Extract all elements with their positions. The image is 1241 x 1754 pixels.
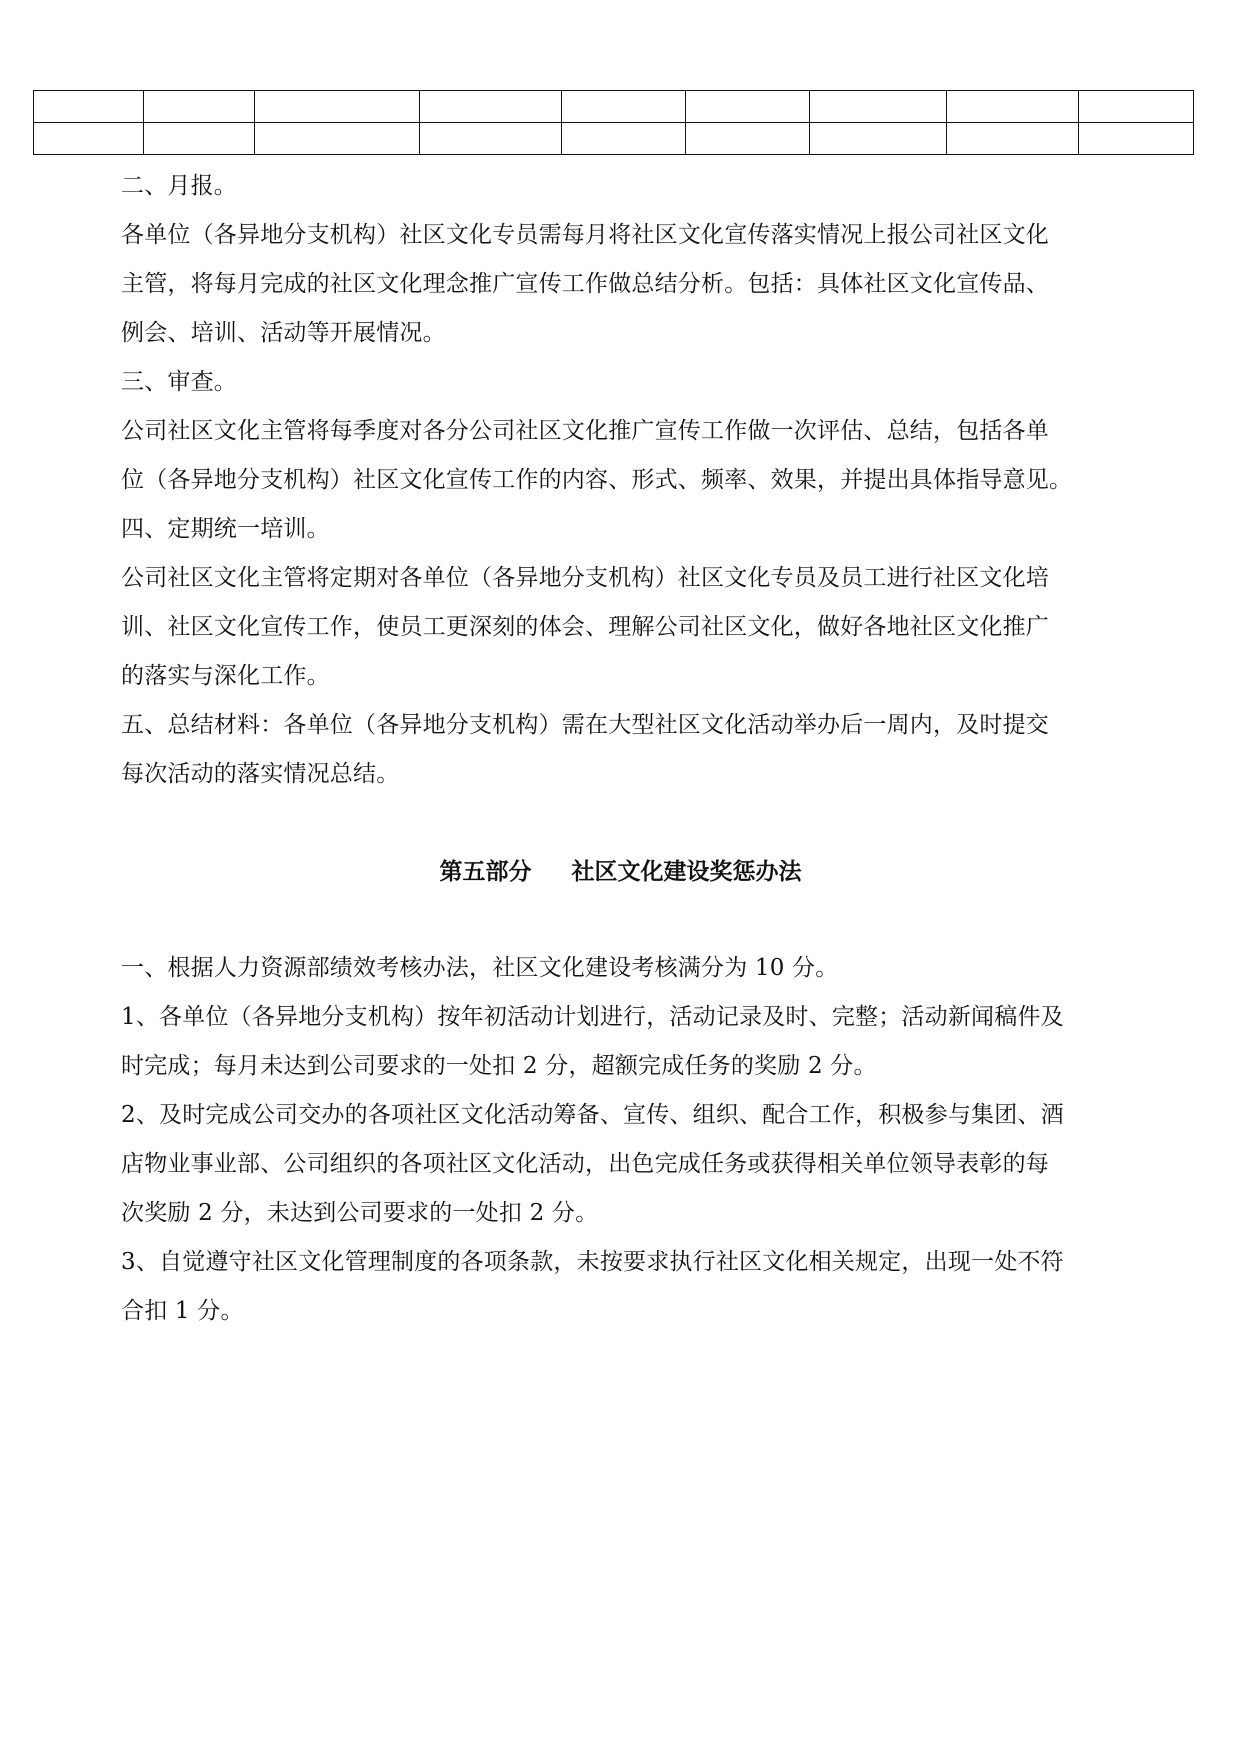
paragraph-line: 训、社区文化宣传工作，使员工更深刻的体会、理解公司社区文化，做好各地社区文化推广 [121,614,1049,640]
table-cell [947,91,1079,123]
heading-training: 四、定期统一培训。 [121,516,330,542]
paragraph-line: 位（各异地分支机构）社区文化宣传工作的内容、形式、频率、效果，并提出具体指导意见。 [121,467,1073,493]
table-row [34,123,1194,155]
table-cell [686,91,810,123]
table-cell [1079,123,1194,155]
paragraph-line: 主管，将每月完成的社区文化理念推广宣传工作做总结分析。包括：具体社区文化宣传品、 [121,271,1049,297]
table-cell [562,91,686,123]
table-cell [144,91,255,123]
paragraph-line: 各单位（各异地分支机构）社区文化专员需每月将社区文化宣传落实情况上报公司社区文化 [121,222,1049,248]
paragraph-line: 2、及时完成公司交办的各项社区文化活动筹备、宣传、组织、配合工作，积极参与集团、酒 [121,1102,1064,1128]
table-cell [34,91,144,123]
paragraph-line: 每次活动的落实情况总结。 [121,761,400,787]
table-cell [562,123,686,155]
part4-body [121,162,1131,799]
table-cell [420,123,562,155]
paragraph-line: 例会、培训、活动等开展情况。 [121,320,446,346]
heading-review: 三、审查。 [121,369,237,395]
table-row [34,91,1194,123]
table-cell [144,123,255,155]
paragraph-line: 次奖励 2 分，未达到公司要求的一处扣 2 分。 [121,1200,599,1226]
section-title [0,852,1241,892]
paragraph-line: 3、自觉遵守社区文化管理制度的各项条款，未按要求执行社区文化相关规定，出现一处不符 [121,1249,1064,1275]
table-cell [34,123,144,155]
table-cell [255,91,420,123]
table-cell [1079,91,1194,123]
paragraph-line: 一、根据人力资源部绩效考核办法，社区文化建设考核满分为 10 分。 [121,955,839,981]
paragraph-line: 的落实与深化工作。 [121,663,330,689]
heading-monthly-report: 二、月报。 [121,173,237,199]
table-cell [810,123,947,155]
part5-body [121,944,1131,1336]
table-cell [420,91,562,123]
paragraph-line: 公司社区文化主管将每季度对各分公司社区文化推广宣传工作做一次评估、总结，包括各单 [121,418,1049,444]
table-cell [686,123,810,155]
section-number: 第五部分 [439,858,532,885]
paragraph-line: 1、各单位（各异地分支机构）按年初活动计划进行，活动记录及时、完整；活动新闻稿件及 [121,1004,1064,1030]
paragraph-line: 合扣 1 分。 [121,1298,244,1324]
section-name: 社区文化建设奖惩办法 [571,858,802,885]
paragraph-line: 公司社区文化主管将定期对各单位（各异地分支机构）社区文化专员及员工进行社区文化培 [121,565,1049,591]
paragraph-line: 店物业事业部、公司组织的各项社区文化活动，出色完成任务或获得相关单位领导表彰的每 [121,1151,1049,1177]
table-cell [810,91,947,123]
heading-summary-material: 五、总结材料：各单位（各异地分支机构）需在大型社区文化活动举办后一周内，及时提交 [121,712,1049,738]
blank-table [33,90,1194,155]
paragraph-line: 时完成；每月未达到公司要求的一处扣 2 分，超额完成任务的奖励 2 分。 [121,1053,877,1079]
table-cell [255,123,420,155]
table-cell [947,123,1079,155]
